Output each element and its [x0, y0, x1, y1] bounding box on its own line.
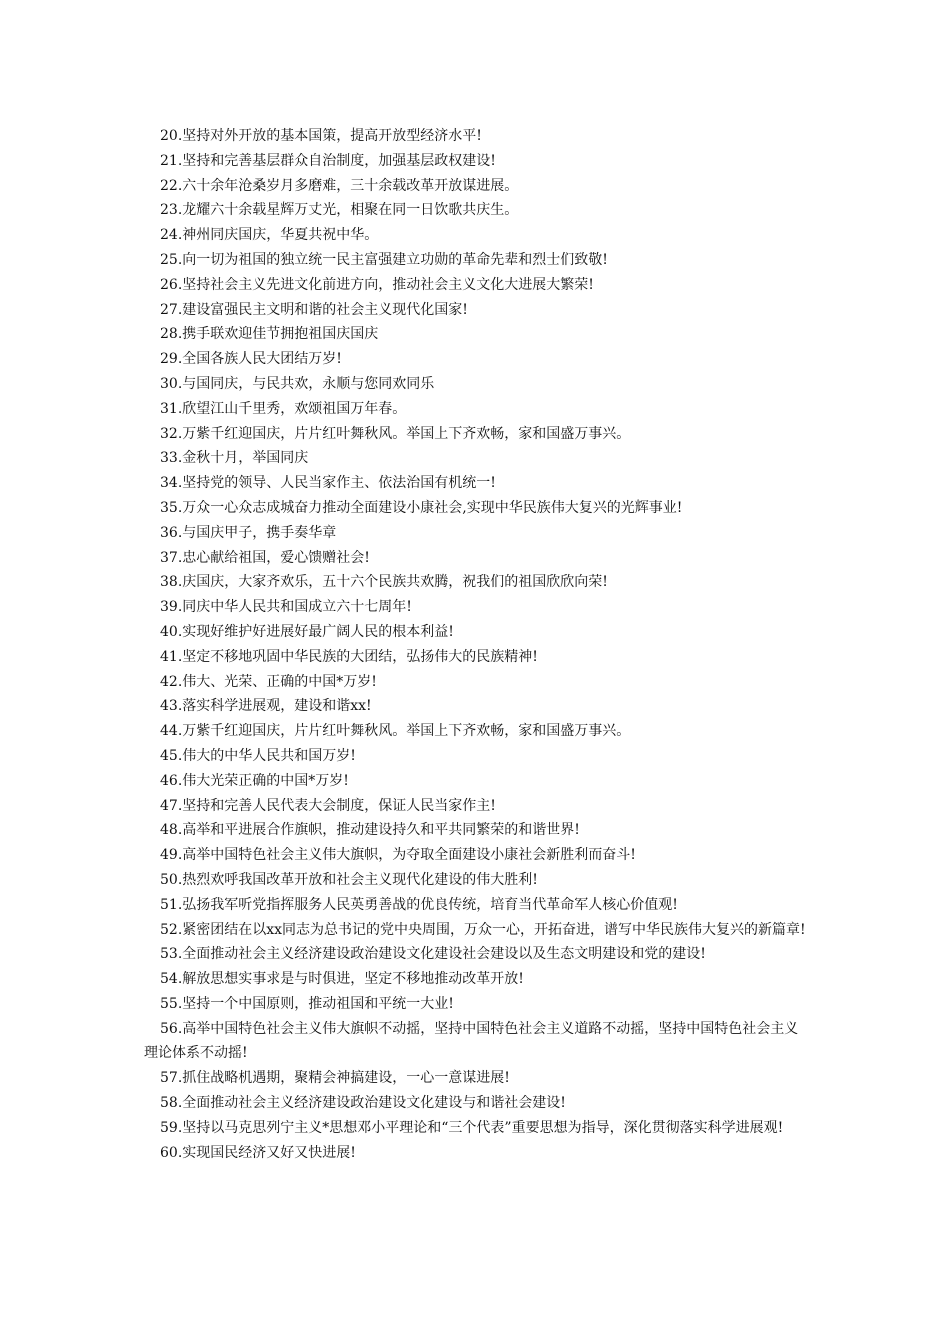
list-item: 54.解放思想实事求是与时俱进，坚定不移地推动改革开放!	[160, 971, 524, 988]
list-item: 47.坚持和完善人民代表大会制度，保证人民当家作主!	[160, 797, 496, 814]
list-item: 40.实现好维护好进展好最广阔人民的根本利益!	[160, 623, 454, 640]
list-item: 26.坚持社会主义先进文化前进方向，推动社会主义文化大进展大繁荣!	[160, 276, 594, 293]
list-item: 33.金秋十月，举国同庆	[160, 450, 309, 467]
list-item: 27.建设富强民主文明和谐的社会主义现代化国家!	[160, 301, 468, 318]
list-item: 38.庆国庆，大家齐欢乐，五十六个民族共欢腾，祝我们的祖国欣欣向荣!	[160, 574, 608, 591]
list-item: 23.龙耀六十余载星辉万丈光，相聚在同一日饮歌共庆生。	[160, 202, 519, 219]
list-item: 59.坚持以马克思列宁主义*思想邓小平理论和“三个代表”重要思想为指导，深化贯彻落实科学进展观!	[160, 1119, 784, 1136]
list-item: 56.高举中国特色社会主义伟大旗帜不动摇，坚持中国特色社会主义道路不动摇，坚持中国特色社会主义理论体系不动摇!	[144, 1020, 799, 1062]
list-item: 55.坚持一个中国原则，推动祖国和平统一大业!	[160, 995, 454, 1012]
list-item: 58.全面推动社会主义经济建设政治建设文化建设与和谐社会建设!	[160, 1095, 566, 1112]
list-item: 41.坚定不移地巩固中华民族的大团结，弘扬伟大的民族精神!	[160, 648, 538, 665]
list-item: 57.抓住战略机遇期，聚精会神搞建设，一心一意谋进展!	[160, 1070, 510, 1087]
list-item: 20.坚持对外开放的基本国策，提高开放型经济水平!	[160, 128, 482, 144]
list-item: 52.紧密团结在以xx同志为总书记的党中央周围，万众一心，开拓奋进，谱写中华民族伟大复兴的新篇章!	[160, 921, 806, 938]
list-item: 46.伟大光荣正确的中国*万岁!	[160, 772, 349, 789]
list-item: 32.万紫千红迎国庆，片片红叶舞秋风。举国上下齐欢畅，家和国盛万事兴。	[160, 425, 631, 442]
list-item: 29.全国各族人民大团结万岁!	[160, 351, 342, 368]
list-item: 53.全面推动社会主义经济建设政治建设文化建设社会建设以及生态文明建设和党的建设!	[160, 946, 706, 963]
list-item: 24.神州同庆国庆，华夏共祝中华。	[160, 227, 379, 244]
list-item: 31.欣望江山千里秀，欢颂祖国万年春。	[160, 400, 407, 417]
slogan-list	[144, 124, 808, 1165]
list-item: 43.落实科学进展观，建设和谐xx!	[160, 698, 372, 715]
list-item: 39.同庆中华人民共和国成立六十七周年!	[160, 599, 412, 616]
list-item: 48.高举和平进展合作旗帜，推动建设持久和平共同繁荣的和谐世界!	[160, 822, 580, 839]
list-item: 30.与国同庆，与民共欢，永顺与您同欢同乐	[160, 375, 435, 392]
list-item: 49.高举中国特色社会主义伟大旗帜，为夺取全面建设小康社会新胜利而奋斗!	[160, 847, 636, 864]
list-item: 44.万紫千红迎国庆，片片红叶舞秋风。举国上下齐欢畅，家和国盛万事兴。	[160, 723, 631, 740]
list-item: 37.忠心献给祖国，爱心馈赠社会!	[160, 549, 370, 566]
list-item: 34.坚持党的领导、人民当家作主、依法治国有机统一!	[160, 475, 496, 492]
list-item: 50.热烈欢呼我国改革开放和社会主义现代化建设的伟大胜利!	[160, 871, 538, 888]
list-item: 22.六十余年沧桑岁月多磨难，三十余载改革开放谋进展。	[160, 177, 519, 194]
list-item: 28.携手联欢迎佳节拥抱祖国庆国庆	[160, 326, 379, 343]
list-item: 36.与国庆甲子，携手奏华章	[160, 524, 337, 541]
list-item: 25.向一切为祖国的独立统一民主富强建立功勋的革命先辈和烈士们致敬!	[160, 251, 608, 268]
list-item: 60.实现国民经济又好又快进展!	[160, 1144, 356, 1161]
list-item: 45.伟大的中华人民共和国万岁!	[160, 747, 356, 764]
list-item: 21.坚持和完善基层群众自治制度，加强基层政权建设!	[160, 152, 496, 169]
list-item: 35.万众一心众志成城奋力推动全面建设小康社会,实现中华民族伟大复兴的光辉事业!	[160, 499, 683, 516]
list-item: 51.弘扬我军听党指挥服务人民英勇善战的优良传统，培育当代革命军人核心价值观!	[160, 896, 678, 913]
list-item: 42.伟大、光荣、正确的中国*万岁!	[160, 673, 377, 690]
